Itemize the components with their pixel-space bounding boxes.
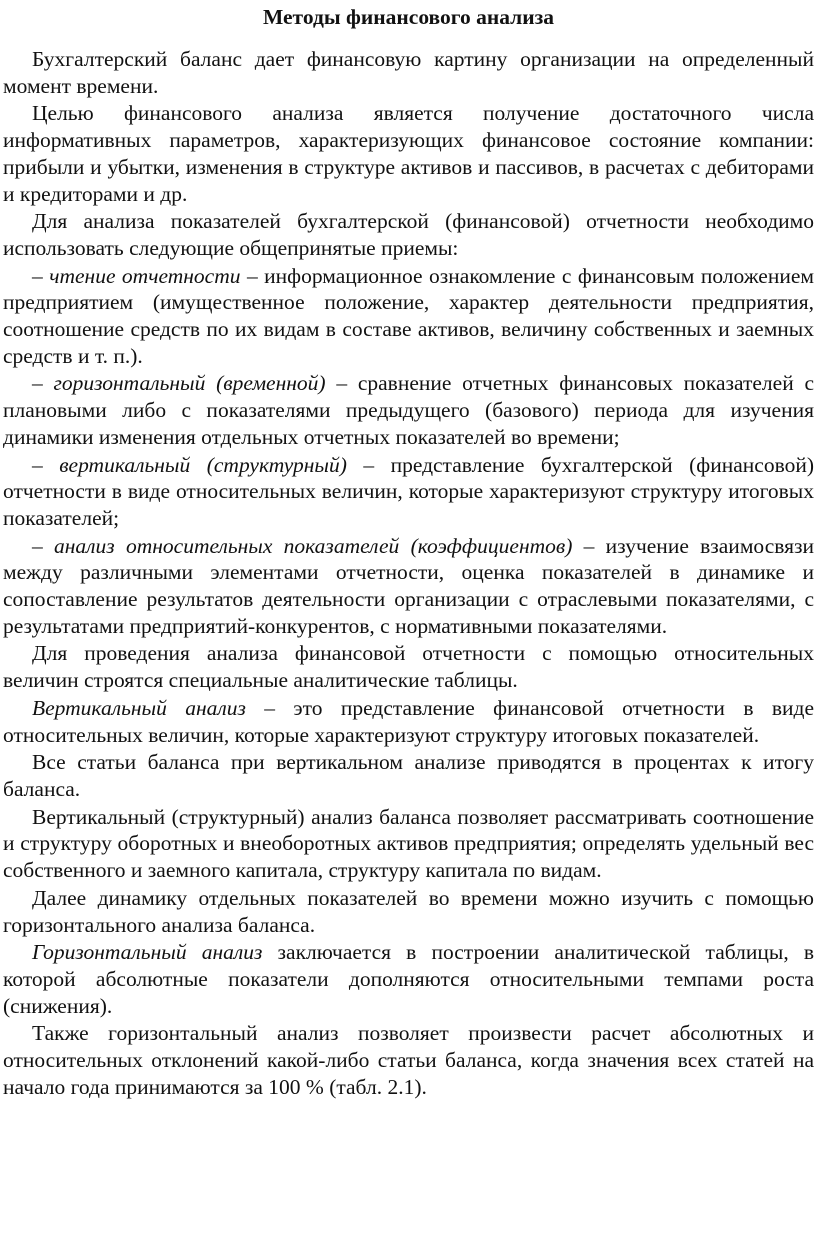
paragraph-vertical-analysis [3,695,814,748]
paragraph-text: – информационное ознакомление с финансовым положением предприятием (имущественное положение, характер деятельности предприятия, соотношение средств по их видам в составе активов, величину собственных и заемных средств и т. п.). [3,263,815,368]
paragraph-dynamics [3,885,814,938]
term-italic: Горизонтальный анализ [32,940,263,965]
list-dash: – [32,533,55,558]
list-item-ratios [3,533,814,640]
paragraph-text: Вертикальный (структурный) анализ баланса позволяет рассматривать соотношение и структуру оборотных и внеоборотных активов предприятия; определять удельный вес собственного и заемного капитала, структуру капитала по видам. [3,804,814,883]
list-dash: – [32,263,50,288]
paragraph-deviations [3,1020,814,1100]
paragraph-percent-of-total [3,749,814,802]
document-title: Методы финансового анализа [262,5,555,29]
paragraph-text: Для анализа показателей бухгалтерской (финансовой) отчетности необходимо использовать следующие общепринятые приемы: [3,209,814,260]
paragraph-structural-analysis [3,804,814,884]
paragraph-text: – сравнение отчетных финансовых показателей с плановыми либо с показателями предыдущего (базового) периода для изучения динамики изменения отдельных отчетных показателей во времени; [3,371,815,449]
paragraph-text: заключается в построении аналитической таблицы, в которой абсолютные показатели дополняются относительными темпами роста (снижения). [3,940,815,1018]
list-item-reading [3,263,814,370]
paragraph-text: Все статьи баланса при вертикальном анализе приводятся в процентах к итогу баланса. [3,750,814,801]
term-italic: горизонтальный (временной) [53,371,326,396]
term-italic: вертикальный (структурный) [59,452,347,477]
list-dash: – [32,452,60,477]
paragraph-methods-intro [3,208,814,261]
term-italic: чтение отчетности [49,263,241,288]
term-italic: анализ относительных показателей (коэффициентов) [54,533,573,558]
paragraph-analysis-goal [3,100,814,207]
paragraph-text: Бухгалтерский баланс дает финансовую картину организации на определенный момент времени. [3,47,814,98]
paragraph-text: – изучение взаимосвязи между различными элементами отчетности, оценка показателей в динамике и сопоставление результатов деятельности организации с отраслевыми показателями, с результатами предприятий-конкурентов, с нормативными показателями. [3,533,815,638]
list-item-vertical [3,452,814,532]
paragraph-balance-definition [3,46,814,99]
paragraph-text: Для проведения анализа финансовой отчетности с помощью относительных величин строятся специальные аналитические таблицы. [3,641,814,693]
paragraph-analytical-tables [3,640,814,693]
paragraph-text: – это представление финансовой отчетности в виде относительных величин, которые характеризуют структуру итоговых показателей. [3,695,814,747]
paragraph-horizontal-analysis [3,939,814,1019]
list-item-horizontal [3,370,814,450]
list-dash: – [32,371,54,396]
paragraph-text: – представление бухгалтерской (финансовой) отчетности в виде относительных величин, которые характеризуют структуру итоговых показателей; [3,452,814,530]
paragraph-text: Также горизонтальный анализ позволяет произвести расчет абсолютных и относительных отклонений какой-либо статьи баланса, когда значения всех статей на начало года принимаются за 100 % (табл. 2.1). [3,1021,814,1099]
paragraph-text: Далее динамику отдельных показателей во времени можно изучить с помощью горизонтального анализа баланса. [3,885,814,937]
paragraph-text: Целью финансового анализа является получение достаточного числа информативных параметров, характеризующих финансовое состояние компании: прибыли и убытки, изменения в структуре активов и пассивов, в расчетах с дебиторами и кредиторами и др. [3,101,814,206]
term-italic: Вертикальный анализ [32,695,246,720]
